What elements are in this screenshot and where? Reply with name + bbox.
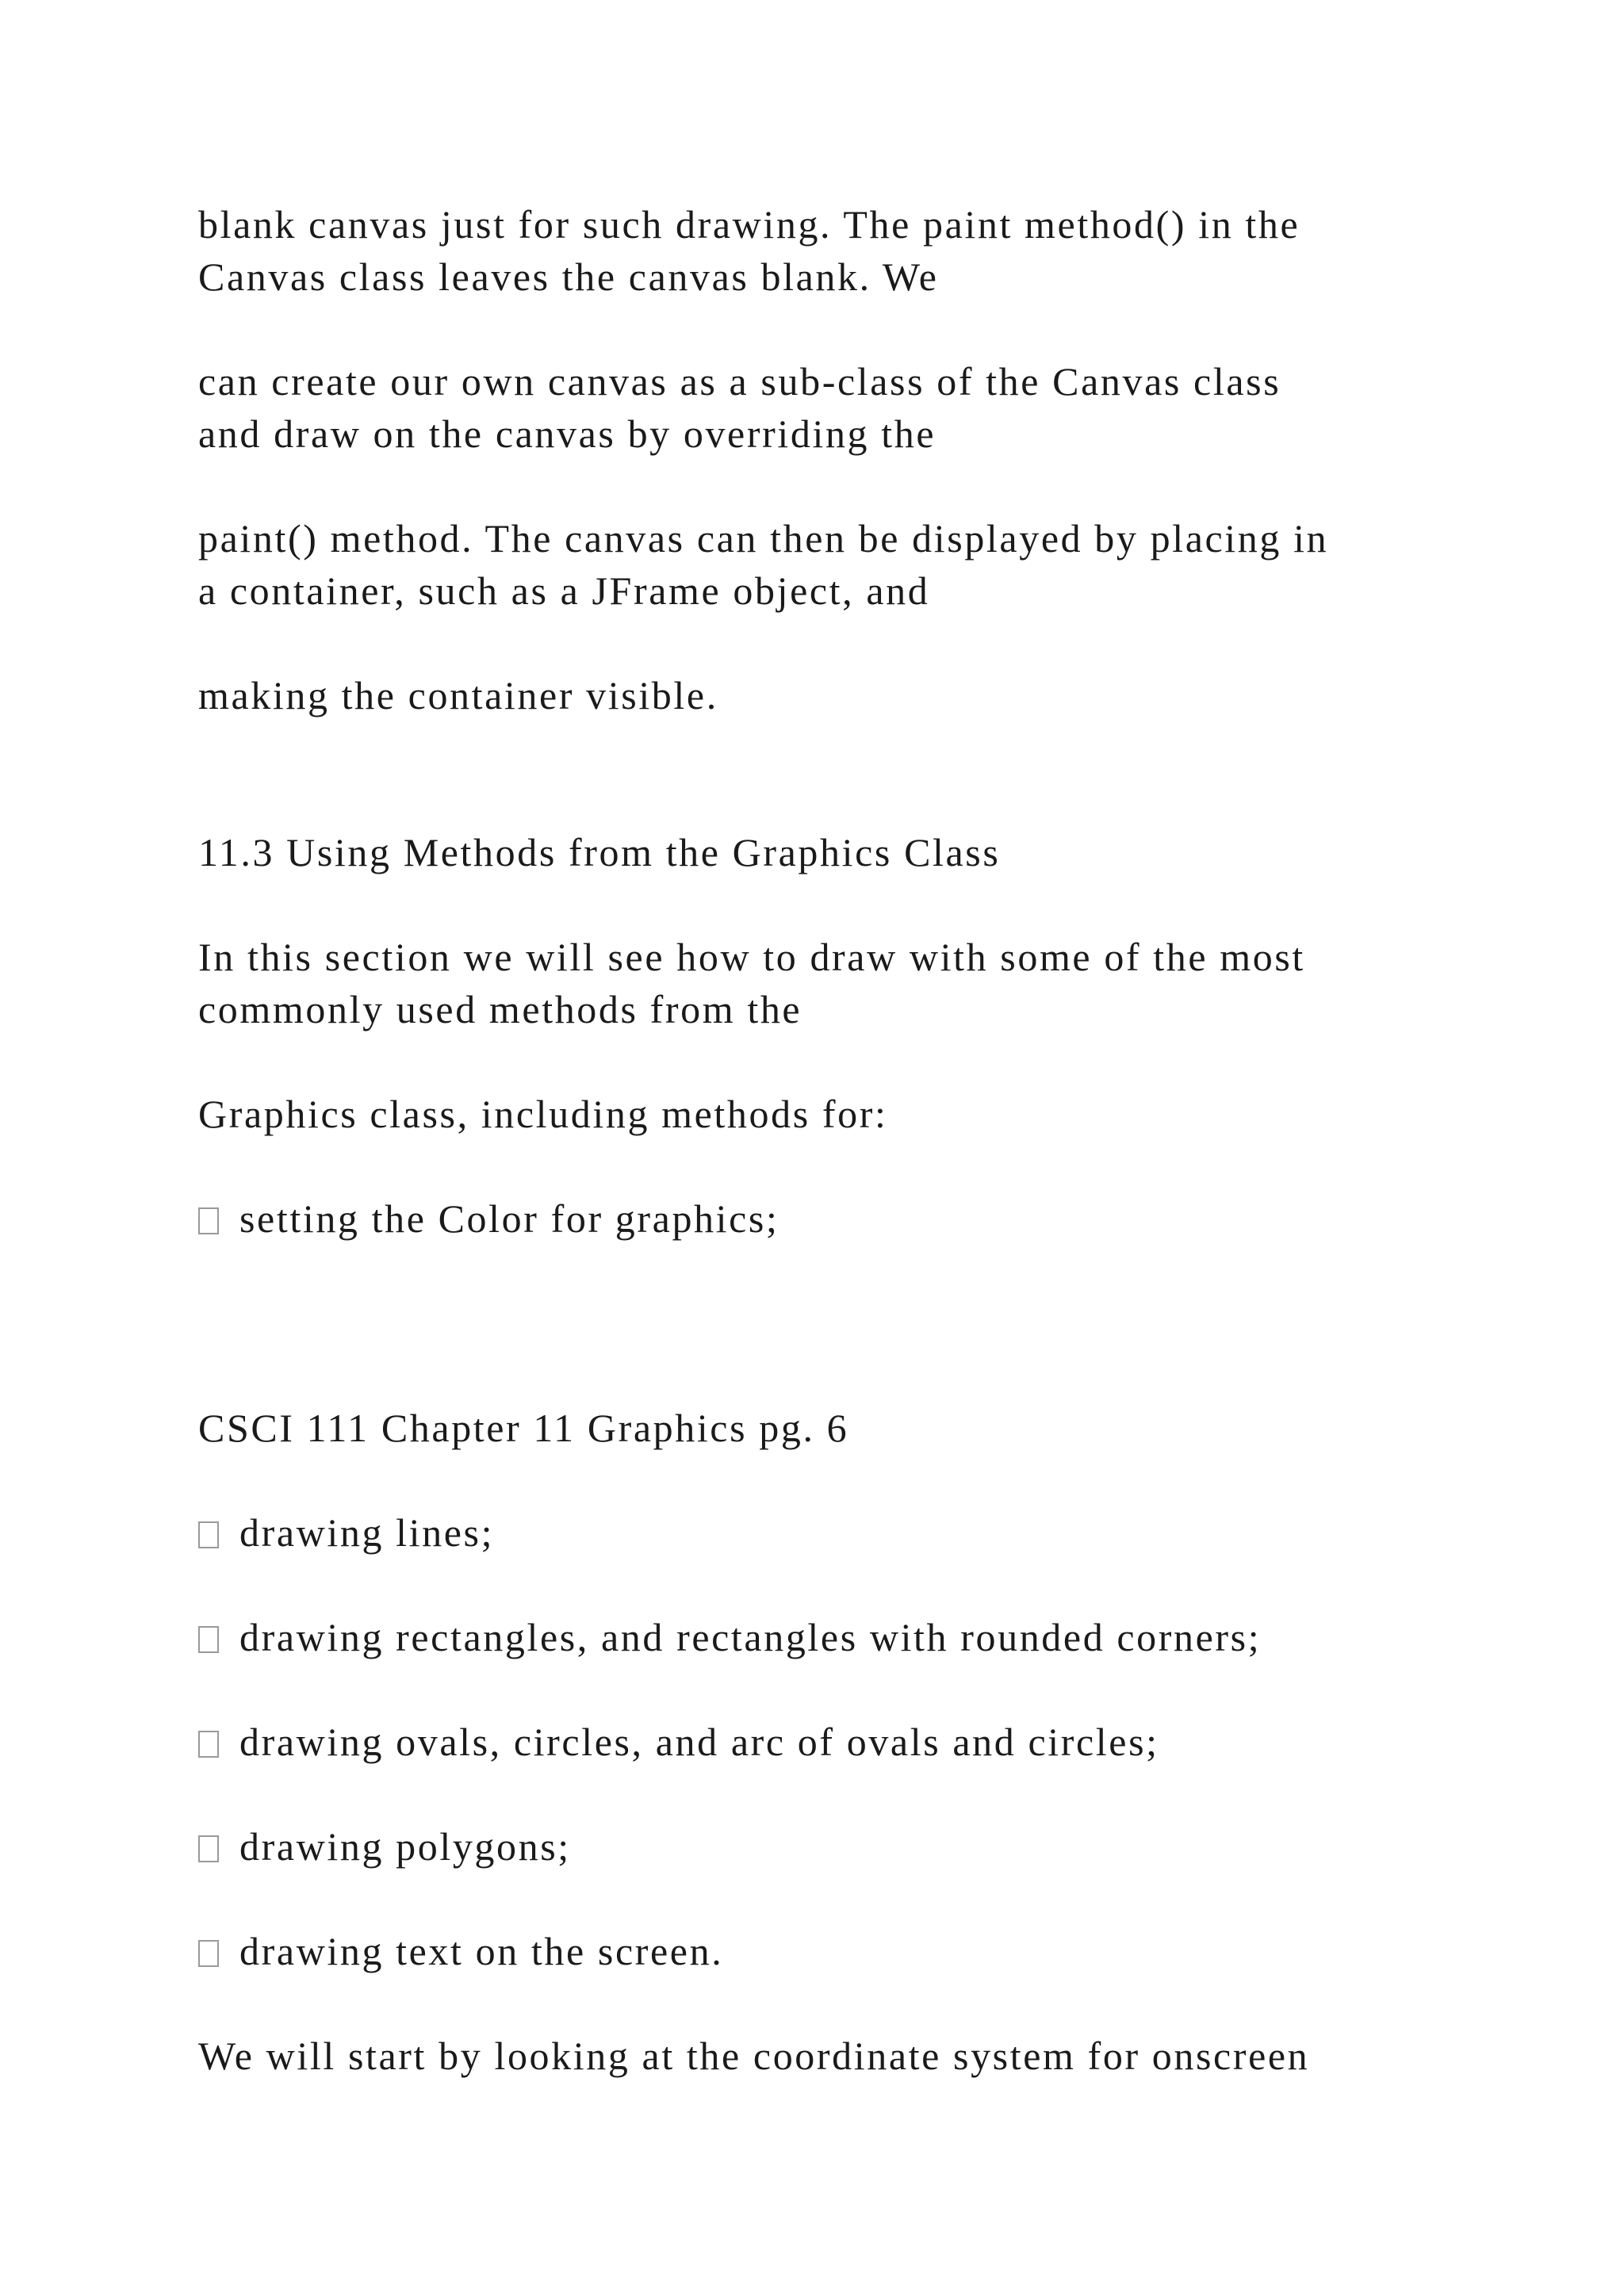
list-item-text: drawing text on the screen. [239,1929,724,1973]
list-item-text: drawing lines; [239,1510,495,1555]
missing-glyph-bullet-icon [198,1940,219,1967]
text-line: Graphics class, including methods for: [198,1092,888,1136]
section-heading: 11.3 Using Methods from the Graphics Class [198,830,1001,874]
text-line: commonly used methods from the [198,987,802,1031]
list-item [198,1820,571,1873]
list-item [198,1716,1159,1768]
text-line: In this section we will see how to draw with some of the most [198,935,1305,979]
page-footer: CSCI 111 Chapter 11 Graphics pg. 6 [198,1406,849,1450]
text-line: a container, such as a JFrame object, and [198,568,930,613]
list-item [198,1192,779,1245]
list-item-text: drawing polygons; [239,1824,571,1869]
missing-glyph-bullet-icon [198,1521,219,1548]
text-line: We will start by looking at the coordinate system for onscreen [198,2034,1310,2078]
text-line: and draw on the canvas by overriding the [198,411,936,456]
list-item-text: drawing ovals, circles, and arc of ovals and circles; [239,1720,1159,1764]
list-item [198,1506,494,1559]
missing-glyph-bullet-icon [198,1207,219,1234]
list-item-text: setting the Color for graphics; [239,1196,779,1241]
text-line: Canvas class leaves the canvas blank. We [198,254,939,299]
text-line: paint() method. The canvas can then be displayed by placing in [198,516,1329,561]
list-item [198,1925,723,1977]
text-line: making the container visible. [198,673,718,718]
list-item-text: drawing rectangles, and rectangles with rounded corners; [239,1615,1262,1659]
text-line: can create our own canvas as a sub-class of the Canvas class [198,359,1281,404]
missing-glyph-bullet-icon [198,1835,219,1862]
missing-glyph-bullet-icon [198,1731,219,1758]
missing-glyph-bullet-icon [198,1626,219,1653]
list-item [198,1611,1261,1663]
text-line: blank canvas just for such drawing. The paint method() in the [198,202,1300,247]
